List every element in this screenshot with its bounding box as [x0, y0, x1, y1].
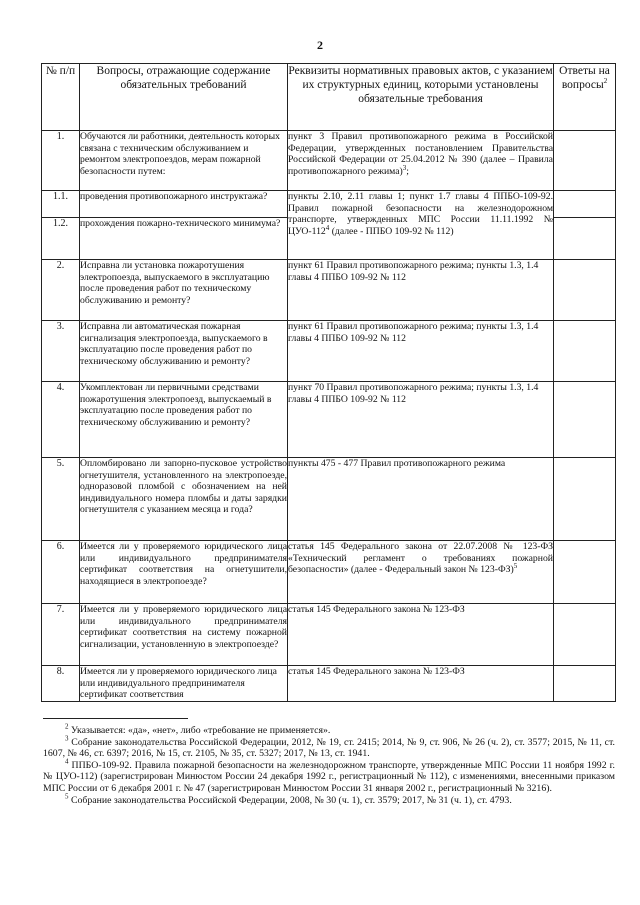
answer-cell[interactable]: [554, 604, 616, 666]
table-row: [42, 191, 616, 218]
row-number: 8.: [42, 666, 80, 702]
footnote-4: [43, 757, 615, 795]
table-row: [42, 131, 616, 191]
answer-cell[interactable]: [554, 218, 616, 260]
answer-cell[interactable]: [554, 382, 616, 458]
requisites-cell: [288, 131, 554, 191]
table-row: [42, 260, 616, 321]
header-question: Вопросы, отражающие содержание обязательных требований: [80, 64, 288, 131]
row-number: 6.: [42, 541, 80, 604]
table-row: [42, 382, 616, 458]
footnote-2: [43, 722, 615, 737]
table-row: [42, 458, 616, 541]
footnote-marker: 5: [65, 792, 69, 801]
answer-cell[interactable]: [554, 191, 616, 218]
page-number: 2: [317, 38, 323, 52]
header-answers-sup: 2: [603, 77, 608, 86]
table-row: [42, 541, 616, 604]
footnotes: [43, 718, 615, 806]
row-number: 5.: [42, 458, 80, 541]
footnote-5: [43, 792, 615, 807]
question-cell: проведения противопожарного инструктажа?: [80, 191, 288, 218]
answer-cell[interactable]: [554, 666, 616, 702]
requisites-tail: (далее - ППБО 109-92 № 112): [329, 225, 454, 237]
answer-cell[interactable]: [554, 541, 616, 604]
requisites-cell: пункты 475 - 477 Правил противопожарного режима: [288, 458, 554, 541]
row-number: 3.: [42, 321, 80, 382]
requisites-cell: статья 145 Федерального закона № 123-ФЗ: [288, 604, 554, 666]
footnote-text: Собрание законодательства Российской Федерации, 2012, № 19, ст. 2415; 2014, № 9, ст. 906, № 26 (ч. 2), ст. 3577; 2015, № 11, ст. 1607, № 46, ст. 6397; 2016, № 15, ст. 2105, № 35, ст. 5327; 2017, № 13, ст. 1941.: [43, 736, 615, 760]
requisites-text: статья 145 Федерального закона от 22.07.2008 № 123-ФЗ «Технический регламент о требованиях пожарной безопасности» (далее - Федеральный закон № 123-ФЗ): [288, 541, 553, 575]
requisites-text: пункт 3 Правил противопожарного режима в Российской Федерации, утвержденных постановлением Правительства Российской Федерации от 25.04.2012 № 390 (далее – Правила противопожарного режима): [288, 131, 553, 177]
requisites-cell: [288, 191, 554, 260]
question-cell: Обучаются ли работники, деятельность которых связана с техническим обслуживанием и ремонтом электропоездов, мерам пожарной безопасности путем:: [80, 131, 288, 191]
header-num: № п/п: [42, 64, 80, 131]
row-number: 1.: [42, 131, 80, 191]
answer-cell[interactable]: [554, 260, 616, 321]
requisites-tail: ;: [406, 165, 409, 177]
table-row: [42, 666, 616, 702]
answer-cell[interactable]: [554, 321, 616, 382]
question-cell: Исправна ли автоматическая пожарная сигнализация электропоезда, выпускаемого в эксплуатацию после проведения работ по техническому обслуживанию и ремонту?: [80, 321, 288, 382]
requirements-table: [41, 63, 616, 702]
row-number: 4.: [42, 382, 80, 458]
footnote-text: Указывается: «да», «нет», либо «требование не применяется».: [70, 725, 331, 736]
table-header-row: [42, 64, 616, 131]
row-number: 2.: [42, 260, 80, 321]
footnote-ref: 3: [402, 163, 407, 172]
footnote-ref: 5: [513, 561, 518, 570]
question-cell: прохождения пожарно-технического минимума?: [80, 218, 288, 260]
footnote-text: ППБО-109-92. Правила пожарной безопасности на железнодорожном транспорте, утвержденные МПС России 11 ноября 1992 г. № ЦУО-112) (зарегистрирован Минюстом России 24 декабря 1992 г., регистрационный № 112), с изменениями, внесенными приказом МПС России от 6 декабря 2001 г. № 47 (зарегистрирован Минюстом России 31 января 2002 г., регистрационный № 3216).: [43, 759, 615, 794]
answer-cell[interactable]: [554, 131, 616, 191]
footnote-marker: 3: [65, 734, 69, 743]
requisites-text: пункты 2.10, 2.11 главы 1; пункт 1.7 главы 4 ППБО-109-92. Правил пожарной безопасности на железнодорожном транспорте, утвержденных МПС России 11.11.1992 № ЦУО-112: [288, 191, 553, 237]
row-number: 1.2.: [42, 218, 80, 260]
row-number: 1.1.: [42, 191, 80, 218]
header-requisites: Реквизиты нормативных правовых актов, с указанием их структурных единиц, которыми установлены обязательные требования: [288, 64, 554, 131]
question-cell: Имеется ли у проверяемого юридического лица или индивидуального предпринимателя сертификат соответствия на огнетушители, находящиеся в электропоезде?: [80, 541, 288, 604]
requisites-cell: пункт 61 Правил противопожарного режима; пункты 1.3, 1.4 главы 4 ППБО 109-92 № 112: [288, 321, 554, 382]
requisites-cell: пункт 61 Правил противопожарного режима; пункты 1.3, 1.4 главы 4 ППБО 109-92 № 112: [288, 260, 554, 321]
question-cell: Укомплектован ли первичными средствами пожаротушения электропоезд, выпускаемый в эксплуатацию после проведения работ по техническому обслуживанию и ремонту?: [80, 382, 288, 458]
footnote-marker: 2: [65, 722, 69, 731]
footnote-ref: 4: [325, 223, 330, 232]
footnote-marker: 4: [65, 757, 69, 766]
question-cell: Опломбировано ли запорно-пусковое устройство огнетушителя, установленного на электропоезде, одноразовой пломбой с обозначением на ней индивидуального номера пломбы и даты зарядки огнетушителя с указанием месяца и года?: [80, 458, 288, 541]
question-cell: Исправна ли установка пожаротушения электропоезда, выпускаемого в эксплуатацию после проведения работ по техническому обслуживанию и ремонту?: [80, 260, 288, 321]
question-cell: Имеется ли у проверяемого юридического лица или индивидуального предпринимателя сертификат соответствия: [80, 666, 288, 702]
table-row: [42, 604, 616, 666]
requisites-cell: пункт 70 Правил противопожарного режима; пункты 1.3, 1.4 главы 4 ППБО 109-92 № 112: [288, 382, 554, 458]
footnote-text: Собрание законодательства Российской Федерации, 2008, № 30 (ч. 1), ст. 3579; 2017, № 31 (ч. 1), ст. 4793.: [70, 794, 512, 806]
question-cell: Имеется ли у проверяемого юридического лица или индивидуального предпринимателя сертификат соответствия на систему пожарной сигнализации, установленную в электропоезде?: [80, 604, 288, 666]
footnote-3: [43, 734, 615, 760]
requisites-cell: [288, 541, 554, 604]
requisites-cell: статья 145 Федерального закона № 123-ФЗ: [288, 666, 554, 702]
header-answers-text: Ответы на вопросы: [559, 65, 610, 91]
table-row: [42, 321, 616, 382]
row-number: 7.: [42, 604, 80, 666]
header-answers: [554, 64, 616, 131]
footnote-divider: [43, 718, 188, 719]
answer-cell[interactable]: [554, 458, 616, 541]
